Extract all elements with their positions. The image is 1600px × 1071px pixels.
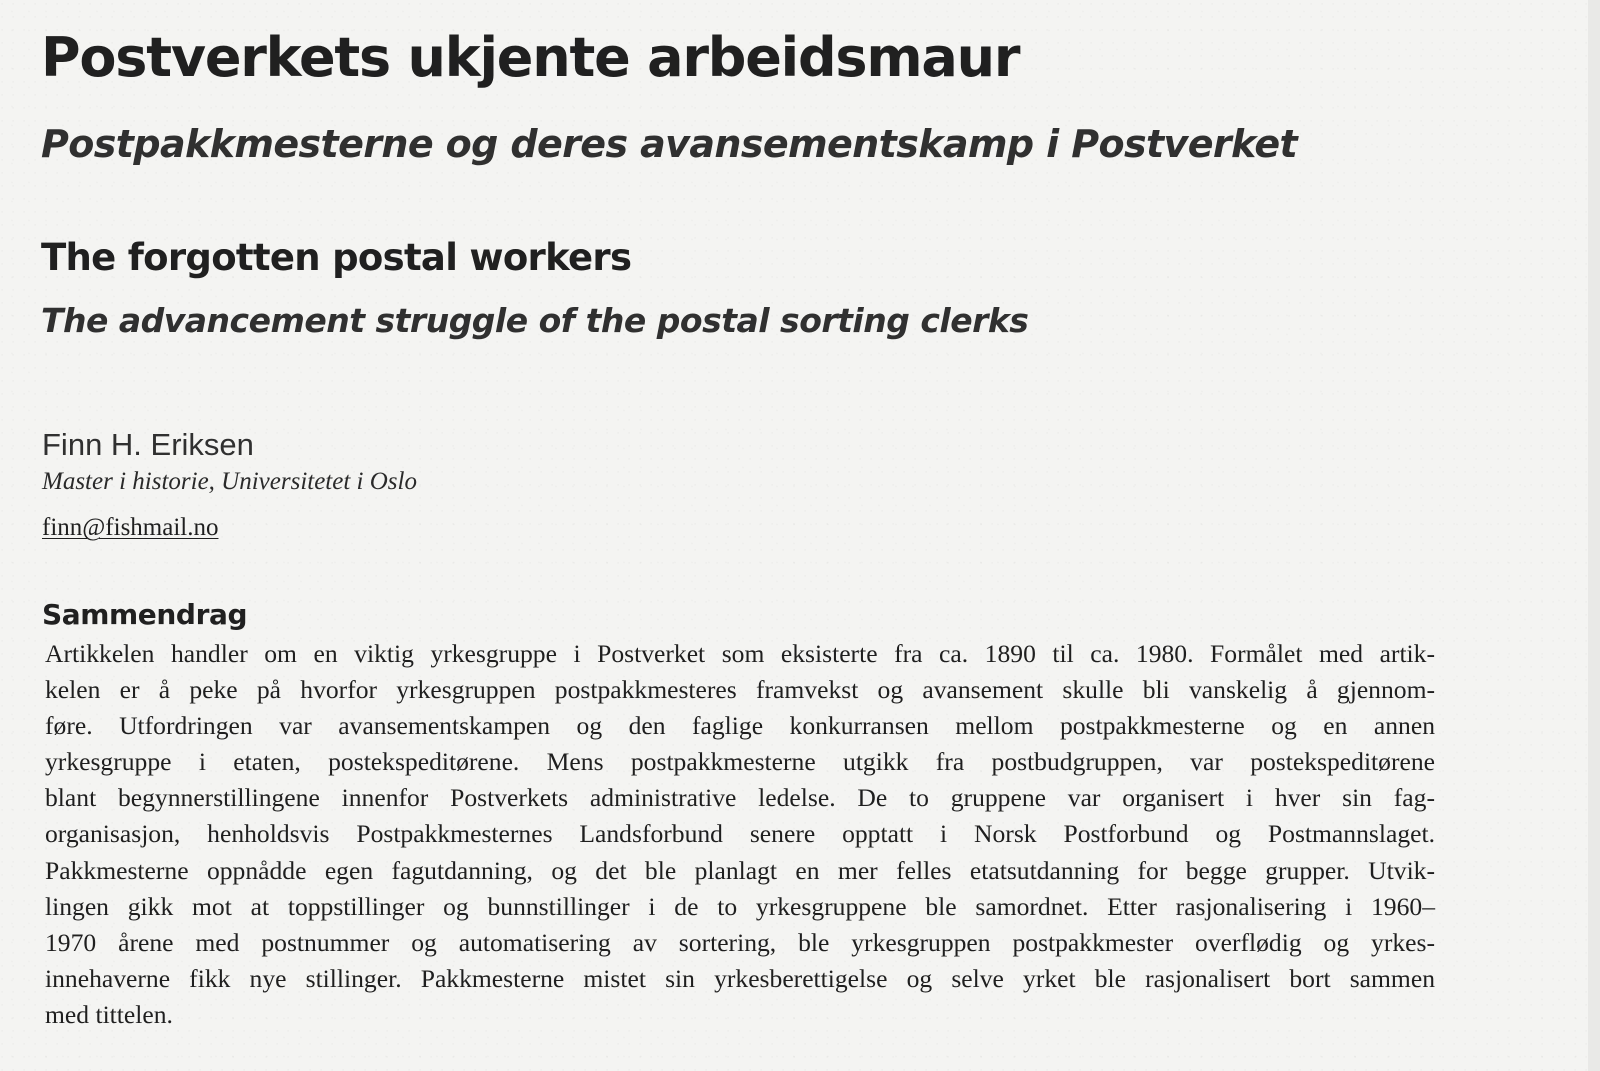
- page-right-edge: [1588, 0, 1600, 1071]
- abstract-line: Pakkmesterne oppnådde egen fagutdanning, og det ble planlagt en mer felles etatsutdanning for begge grupper. Utvik-: [45, 855, 1435, 885]
- article-title: Postverkets ukjente arbeidsmaur: [41, 26, 1020, 89]
- abstract-line: innehaverne fikk nye stillinger. Pakkmesterne mistet sin yrkesberettigelse og selve yrket ble rasjonalisert bort sammen: [45, 963, 1435, 993]
- english-subtitle: The advancement struggle of the postal sorting clerks: [41, 301, 1029, 340]
- abstract-line: føre. Utfordringen var avansementskampen og den faglige konkurransen mellom postpakkmesterne og en annen: [45, 711, 1435, 741]
- author-name: Finn H. Eriksen: [42, 427, 254, 462]
- author-affiliation: Master i historie, Universitetet i Oslo: [42, 468, 417, 495]
- abstract-line: yrkesgruppe i etaten, postekspeditørene. Mens postpakkmesterne utgikk fra postbudgruppen, var postekspeditørene: [45, 747, 1435, 777]
- abstract-body: [45, 636, 1435, 1033]
- article-subtitle: Postpakkmesterne og deres avansementskamp i Postverket: [41, 122, 1298, 166]
- author-email-link[interactable]: finn@fishmail.no: [42, 514, 219, 541]
- english-title: The forgotten postal workers: [41, 236, 632, 279]
- abstract-line: organisasjon, henholdsvis Postpakkmesternes Landsforbund senere opptatt i Norsk Postforbund og Postmannslaget.: [45, 819, 1435, 849]
- abstract-line: med tittelen.: [45, 999, 173, 1029]
- abstract-line: 1970 årene med postnummer og automatisering av sortering, ble yrkesgruppen postpakkmester overflødig og yrkes-: [45, 927, 1435, 957]
- abstract-line: lingen gikk mot at toppstillinger og bunnstillinger i de to yrkesgruppene ble samordnet. Etter rasjonalisering i 1960–: [45, 891, 1435, 921]
- abstract-line: kelen er å peke på hvorfor yrkesgruppen postpakkmesteres framvekst og avansement skulle bli vanskelig å gjennom-: [45, 675, 1435, 705]
- abstract-line: blant begynnerstillingene innenfor Postverkets administrative ledelse. De to gruppene var organisert i hver sin fag-: [45, 783, 1435, 813]
- abstract-heading: Sammendrag: [42, 598, 248, 631]
- abstract-line: Artikkelen handler om en viktig yrkesgruppe i Postverket som eksisterte fra ca. 1890 til ca. 1980. Formålet med artik-: [45, 639, 1435, 668]
